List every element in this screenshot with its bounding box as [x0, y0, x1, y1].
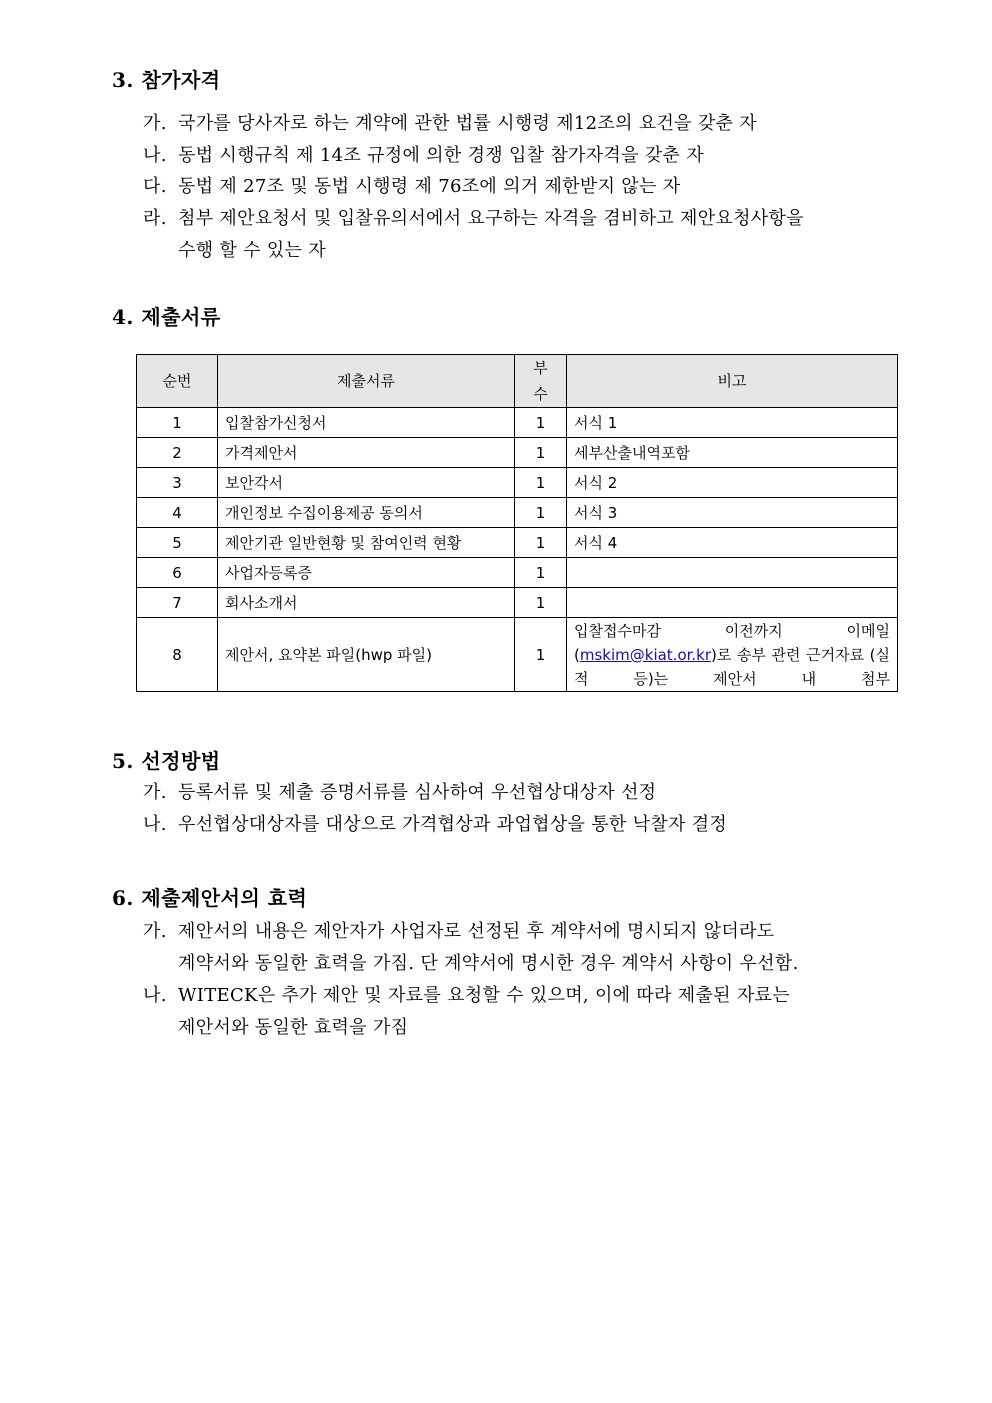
row-no: 3 — [137, 468, 218, 498]
item-marker: 나. — [143, 145, 167, 166]
item-marker: 가. — [143, 782, 167, 803]
item-text: 동법 제 27조 및 동법 시행령 제 76조에 의거 제한받지 않는 자 — [178, 176, 681, 197]
item-marker: 가. — [143, 113, 167, 134]
item-marker: 나. — [143, 814, 167, 835]
table-row — [137, 468, 898, 498]
section-6-item-na-continuation: 제안서와 동일한 효력을 가짐 — [178, 1017, 409, 1038]
header-copies — [515, 355, 567, 408]
table-row — [137, 618, 898, 692]
row-note: 서식 1 — [567, 408, 898, 438]
item-marker: 가. — [143, 921, 167, 942]
row-copies: 1 — [515, 468, 567, 498]
table-row — [137, 558, 898, 588]
submission-documents-table — [136, 354, 898, 692]
item-text: 제안서의 내용은 제안자가 사업자로 선정된 후 계약서에 명시되지 않더라도 — [178, 921, 775, 942]
row-document: 보안각서 — [218, 468, 515, 498]
section-5-item-na — [143, 813, 727, 837]
table-row — [137, 408, 898, 438]
section-5-item-ga — [143, 781, 656, 805]
section-3-item-ga — [143, 112, 757, 136]
row-note: 서식 2 — [567, 468, 898, 498]
row-document: 회사소개서 — [218, 588, 515, 618]
row-note — [567, 588, 898, 618]
header-copies-line1: 부 — [533, 359, 548, 377]
item-text: 우선협상대상자를 대상으로 가격협상과 과업협상을 통한 낙찰자 결정 — [178, 814, 728, 835]
item-marker: 라. — [143, 208, 167, 229]
note-text-after: )로 송부 관련 근거자료 (실적 등)는 제안서 내 첨부 — [574, 645, 890, 688]
row-note: 서식 4 — [567, 528, 898, 558]
row-document: 가격제안서 — [218, 438, 515, 468]
note-text-before: 입찰접수마감 이전까지 이메일 ( — [574, 621, 890, 664]
row-copies: 1 — [515, 438, 567, 468]
header-no: 순번 — [137, 355, 218, 408]
row-no: 8 — [137, 618, 218, 692]
row-copies: 1 — [515, 558, 567, 588]
row-copies: 1 — [515, 408, 567, 438]
row-note — [567, 558, 898, 588]
header-document: 제출서류 — [218, 355, 515, 408]
section-6-item-ga — [143, 920, 775, 944]
row-no: 2 — [137, 438, 218, 468]
row-no: 5 — [137, 528, 218, 558]
item-text: 첨부 제안요청서 및 입찰유의서에서 요구하는 자격을 겸비하고 제안요청사항을 — [178, 208, 804, 229]
item-text: 동법 시행규칙 제 14조 규정에 의한 경쟁 입찰 참가자격을 갖춘 자 — [178, 145, 704, 166]
row-copies: 1 — [515, 498, 567, 528]
email-link[interactable]: mskim@kiat.or.kr — [579, 645, 712, 664]
row-copies: 1 — [515, 528, 567, 558]
section-3-item-ra-continuation: 수행 할 수 있는 자 — [178, 240, 326, 261]
section-5-heading: 5. 선정방법 — [112, 749, 221, 773]
section-6-item-na — [143, 984, 790, 1008]
row-document: 입찰참가신청서 — [218, 408, 515, 438]
table-row — [137, 528, 898, 558]
row-note — [567, 618, 898, 692]
item-text: 국가를 당사자로 하는 계약에 관한 법률 시행령 제12조의 요건을 갖춘 자 — [178, 113, 757, 134]
row-document: 개인정보 수집이용제공 동의서 — [218, 498, 515, 528]
item-marker: 나. — [143, 985, 167, 1006]
row-no: 7 — [137, 588, 218, 618]
table-row — [137, 588, 898, 618]
section-3-item-ra — [143, 207, 804, 231]
section-6-item-ga-continuation: 계약서와 동일한 효력을 가짐. 단 계약서에 명시한 경우 계약서 사항이 우선함. — [178, 953, 799, 974]
table-header-row — [137, 355, 898, 408]
item-marker: 다. — [143, 176, 167, 197]
row-note: 세부산출내역포함 — [567, 438, 898, 468]
row-no: 6 — [137, 558, 218, 588]
row-copies: 1 — [515, 618, 567, 692]
table-row — [137, 498, 898, 528]
section-3-item-na — [143, 144, 704, 168]
item-text: 등록서류 및 제출 증명서류를 심사하여 우선협상대상자 선정 — [178, 782, 657, 803]
row-no: 4 — [137, 498, 218, 528]
header-copies-line2: 수 — [533, 385, 548, 403]
row-document: 제안기관 일반현황 및 참여인력 현황 — [218, 528, 515, 558]
item-text: WITECK은 추가 제안 및 자료를 요청할 수 있으며, 이에 따라 제출된 자료는 — [178, 985, 790, 1006]
row-note: 서식 3 — [567, 498, 898, 528]
row-copies: 1 — [515, 588, 567, 618]
header-note: 비고 — [567, 355, 898, 408]
table-row — [137, 438, 898, 468]
section-4-heading: 4. 제출서류 — [112, 305, 221, 329]
row-document: 사업자등록증 — [218, 558, 515, 588]
row-no: 1 — [137, 408, 218, 438]
section-3-heading: 3. 참가자격 — [112, 68, 221, 92]
section-3-item-da — [143, 175, 680, 199]
row-document: 제안서, 요약본 파일(hwp 파일) — [218, 618, 515, 692]
section-6-heading: 6. 제출제안서의 효력 — [112, 886, 308, 910]
